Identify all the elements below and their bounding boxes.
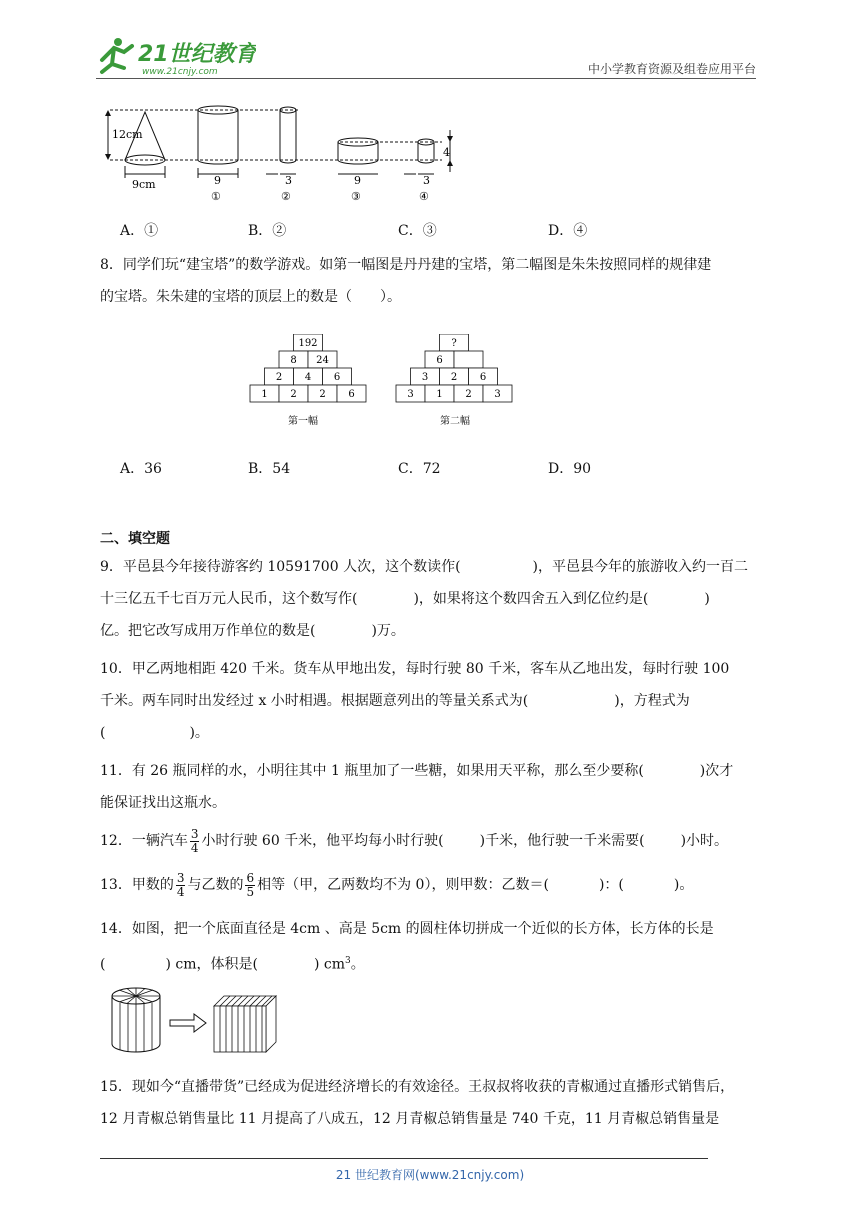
logo-runner-icon xyxy=(96,34,256,78)
tower-cell-value: 1 xyxy=(261,389,268,400)
tower-cell xyxy=(454,351,483,368)
q13-line: 13．甲数的 $\frac{3}{4}$ 与乙数的 $\frac{6}{5}$ 相等（甲，乙两数均不为 0），则甲数：乙数＝( )：( )。 xyxy=(100,870,694,899)
tower-cell-value: 8 xyxy=(290,355,297,366)
q7-option-a: A．① xyxy=(120,223,159,239)
tower-cell-value: 6 xyxy=(436,355,443,366)
q8-text-line2: 的宝塔。朱朱建的宝塔的顶层上的数是（ ）。 xyxy=(100,289,401,305)
tower-cell-value: 3 xyxy=(407,389,414,400)
tower-2 xyxy=(396,334,512,402)
q8-option-b: B．54 xyxy=(248,461,291,477)
q13-fraction-2: $\frac{6}{5}$ xyxy=(246,870,255,899)
q12-line: 12．一辆汽车 $\frac{3}{4}$ 小时行驶 60 千米，他平均每小时行驶( )千米，他行驶一千米需要( )小时。 xyxy=(100,826,729,855)
q13-fraction-1: $\frac{3}{4}$ xyxy=(176,870,185,899)
tower-cell-value: 2 xyxy=(290,389,297,400)
q14-line2: ( ) cm，体积是( ) $cm^3$。 xyxy=(100,956,365,973)
tower-cell-value: 2 xyxy=(275,372,283,383)
logo-url: www.21cnjy.com xyxy=(142,67,218,77)
q12-fraction: $\frac{3}{4}$ xyxy=(190,826,199,855)
tower-cell-value: 2 xyxy=(319,389,326,400)
tower-cell-value: 3 xyxy=(421,372,429,383)
cyl1-number: ① xyxy=(211,190,221,203)
q7-figure xyxy=(100,100,470,214)
tower-cell-value: 192 xyxy=(298,338,318,349)
tower-cell-value: 1 xyxy=(436,389,443,400)
cyl3-number: ③ xyxy=(351,190,361,203)
tower-cell-value: 4 xyxy=(304,372,312,383)
site-logo xyxy=(96,34,256,78)
q7-option-c: C．③ xyxy=(398,223,437,239)
platform-title: 中小学教育资源及组卷应用平台 xyxy=(587,62,756,76)
tower-cell-value: 2 xyxy=(465,389,472,400)
q8-towers-figure xyxy=(248,334,518,434)
logo-text: 21世纪教育 xyxy=(138,42,256,67)
tower-1 xyxy=(250,334,366,402)
cyl2-diameter: 3 xyxy=(285,174,292,187)
q10-line3: ( )。 xyxy=(100,725,209,741)
cyl4-number: ④ xyxy=(419,190,429,203)
q14-line1: 14．如图，把一个底面直径是 4cm 、高是 5cm 的圆柱体切拼成一个近似的长方体，长方体的长是 xyxy=(100,921,714,937)
cyl3-diameter: 9 xyxy=(354,174,361,187)
tower-1-caption: 第一幅 xyxy=(288,416,318,427)
q10-line2: 千米。两车同时出发经过 x 小时相遇。根据题意列出的等量关系式为( )，方程式为 xyxy=(100,693,690,709)
q9-line2: 十三亿五千七百万元人民币，这个数写作( )，如果将这个数四舍五入到亿位约是( ) xyxy=(100,591,710,607)
q10-line1: 10．甲乙两地相距 420 千米。货车从甲地出发，每时行驶 80 千米，客车从乙地出发，每时行驶 100 xyxy=(100,661,730,677)
cyl1-diameter: 9 xyxy=(214,174,221,187)
footer-divider xyxy=(100,1158,708,1159)
tower-2-caption: 第二幅 xyxy=(440,416,470,427)
q14-figure xyxy=(106,986,278,1060)
q8-option-d: D．90 xyxy=(548,461,592,477)
section-heading: 二、填空题 xyxy=(100,531,170,547)
q11-line1: 11．有 26 瓶同样的水，小明往其中 1 瓶里加了一些糖，如果用天平称，那么至少要称( )次才 xyxy=(100,763,734,779)
cone-height-label: 12cm xyxy=(112,128,143,141)
cyl2-number: ② xyxy=(281,190,291,203)
tower-cell-value: 6 xyxy=(479,372,487,383)
cyl4-diameter: 3 xyxy=(423,174,430,187)
tower-cell-value: 24 xyxy=(316,355,329,366)
q15-line1: 15．现如今“直播带货”已经成为促进经济增长的有效途径。王叔叔将收获的青椒通过直播形式销售后， xyxy=(100,1079,735,1095)
cyl4-height: 4 xyxy=(443,146,450,159)
q8-option-a: A．36 xyxy=(120,461,162,477)
tower-cell-value: 6 xyxy=(333,372,341,383)
q8-option-c: C．72 xyxy=(398,461,441,477)
tower-cell-value: ? xyxy=(451,338,457,349)
q15-line2: 12 月青椒总销售量比 11 月提高了八成五，12 月青椒总销售量是 740 千克，11 月青椒总销售量是 xyxy=(100,1111,720,1127)
q8-text-line1: 8．同学们玩“建宝塔”的数学游戏。如第一幅图是丹丹建的宝塔，第二幅图是朱朱按照同样的规律建 xyxy=(100,257,712,273)
tower-cell-value: 3 xyxy=(494,389,501,400)
cone-diameter-label: 9cm xyxy=(132,178,156,191)
q9-line3: 亿。把它改写成用万作单位的数是( )万。 xyxy=(100,623,405,639)
q9-line1: 9．平邑县今年接待游客约 10591700 人次，这个数读作( )，平邑县今年的旅游收入约一百二 xyxy=(100,559,748,575)
q11-line2: 能保证找出这瓶水。 xyxy=(100,795,226,811)
footer-text[interactable]: 21 世纪教育网(www.21cnjy.com) xyxy=(335,1168,525,1182)
q7-option-d: D．④ xyxy=(548,223,588,239)
tower-cell-value: 6 xyxy=(348,389,355,400)
q7-option-b: B．② xyxy=(248,223,287,239)
header-divider xyxy=(96,78,756,79)
tower-cell-value: 2 xyxy=(450,372,458,383)
